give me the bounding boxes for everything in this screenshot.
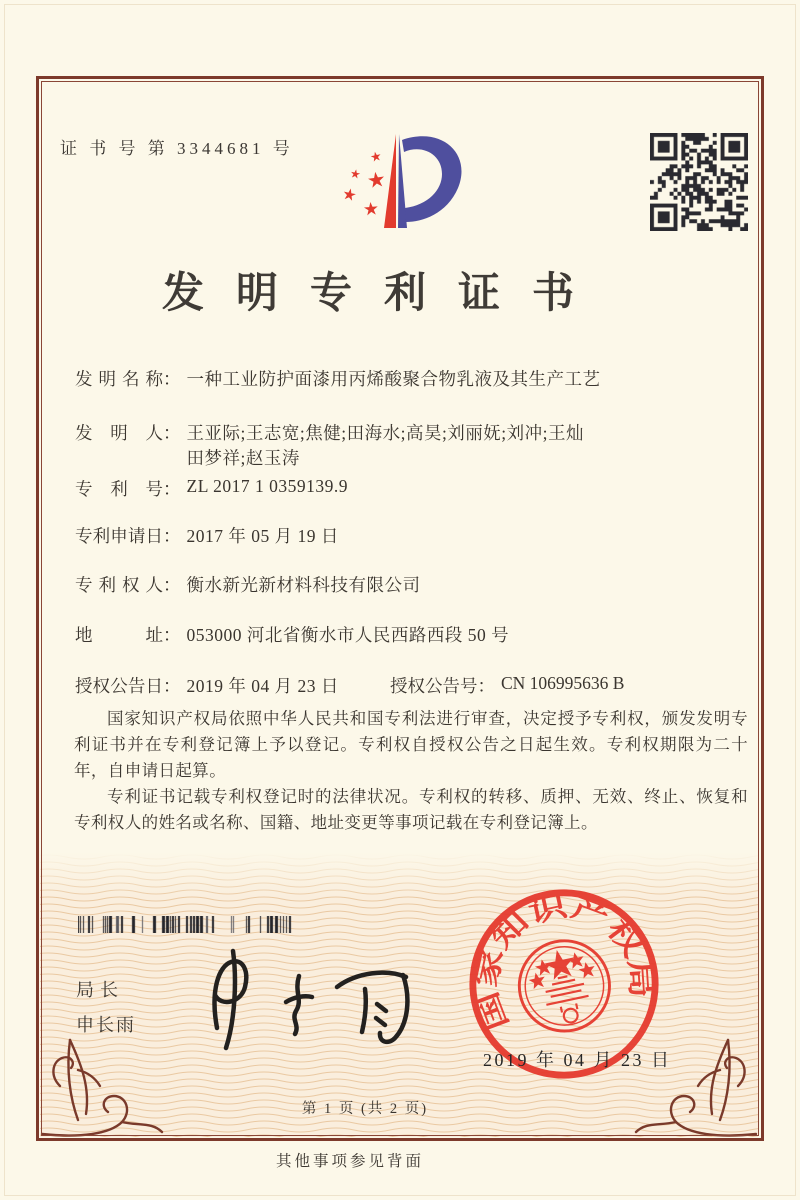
field-label: 发明名称 — [75, 369, 163, 389]
field-label: 专利申请日 — [75, 526, 163, 546]
certificate-number: 证 书 号 第 3344681 号 — [60, 139, 294, 158]
page-number: 第 1 页 (共 2 页) — [301, 1101, 429, 1117]
certificate-title: 发明专利证书 — [161, 271, 606, 317]
colon: ： — [163, 369, 181, 389]
field-value: 一种工业防护面漆用丙烯酸聚合物乳液及其生产工艺 — [186, 369, 601, 389]
field-label: 授权公告日 — [75, 676, 163, 696]
colon: ： — [163, 479, 181, 499]
field-label: 授权公告号 — [390, 676, 478, 696]
frame-inner-line — [41, 81, 759, 1136]
colon: ： — [163, 625, 181, 645]
field-label: 专利权人 — [75, 575, 163, 595]
field-label: 专利号 — [75, 479, 163, 499]
field-label: 地址 — [75, 625, 163, 645]
legal-paragraph-1: 国家知识产权局依照中华人民共和国专利法进行审查，决定授予专利权，颁发发明专利证书并在专利登记簿上予以登记。专利权自授权公告之日起生效。专利权期限为二十年，自申请日起算。 — [74, 709, 748, 780]
field-value: 2019 年 04 月 23 日 — [186, 676, 339, 696]
commissioner-title: 局长 — [76, 980, 124, 1000]
star-icon: ★ — [362, 198, 380, 220]
field-value: ZL 2017 1 0359139.9 — [186, 476, 348, 496]
colon: ： — [163, 526, 181, 546]
inventors-line-1: 王亚际;王志宽;焦健;田海水;高昊;刘丽妩;刘冲;王灿 — [186, 423, 585, 443]
star-icon: ★ — [348, 166, 362, 182]
field-value: 053000 河北省衡水市人民西路西段 50 号 — [186, 625, 510, 645]
star-icon: ★ — [340, 185, 359, 206]
colon: ： — [163, 676, 181, 696]
field-value: 2017 年 05 月 19 日 — [186, 526, 339, 546]
colon: ： — [163, 423, 181, 443]
field-value: 衡水新光新材料科技有限公司 — [186, 575, 421, 595]
star-icon: ★ — [365, 166, 388, 194]
colon: ： — [163, 575, 181, 595]
certificate-frame — [36, 76, 764, 1141]
back-note: 其他事项参见背面 — [275, 1153, 424, 1170]
seal-ring-text: 国家知识产权局 — [470, 891, 657, 1035]
star-icon: ★ — [368, 147, 384, 166]
field-label: 发明人 — [75, 423, 163, 443]
field-value: CN 106995636 B — [501, 673, 625, 693]
colon: ： — [477, 676, 495, 696]
inventors-line-2: 田梦祥;赵玉涛 — [186, 448, 300, 468]
seal-date: 2019 年 04 月 23 日 — [483, 1050, 672, 1070]
commissioner-name: 申长雨 — [76, 1015, 136, 1035]
legal-paragraph-2: 专利证书记载专利权登记时的法律状况。专利权的转移、质押、无效、终止、恢复和专利权人的姓名或名称、国籍、地址变更等事项记载在专利登记簿上。 — [74, 787, 748, 832]
